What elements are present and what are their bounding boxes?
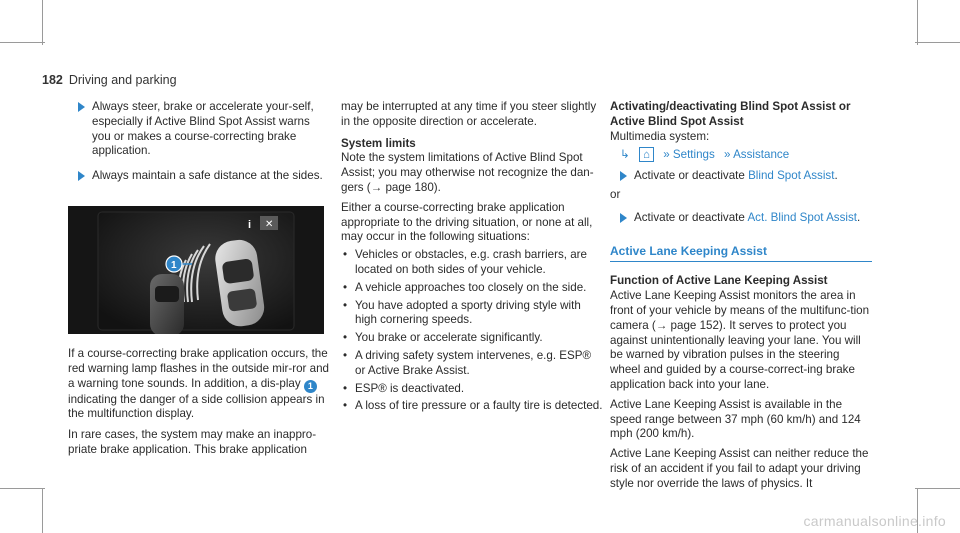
crop-mark (915, 488, 960, 489)
system-limits-text: Note the system limitations of Active Blind Spot Assist; you may otherwise not recognize the dan-gers (→ page 180). (341, 151, 594, 194)
list-item: • You have adopted a sporty driving style with high cornering speeds. (341, 299, 604, 329)
blind-spot-assist-option[interactable]: Blind Spot Assist (748, 169, 835, 183)
close-icon: ✕ (265, 219, 274, 230)
paragraph-brake-application: If a course-correcting brake application occurs, the red warning lamp flashes in the outside mir-ror and a warning tone sounds. In addition, a dis-play 1 indicating the danger of a side collision appears in the multifunction display. (68, 347, 329, 421)
crop-mark (0, 488, 45, 489)
column-1-lower (68, 347, 330, 458)
chevron-right-icon: » (724, 148, 731, 162)
list-item: • ESP® is deactivated. (341, 382, 604, 397)
callout-1-badge: 1 (304, 380, 317, 393)
home-icon[interactable]: ⌂ (639, 147, 654, 162)
menu-path (620, 148, 872, 163)
activate-step-2: Activate or deactivate Act. Blind Spot Assist. (610, 211, 872, 226)
list-item: • A vehicle approaches too closely on the side. (341, 281, 604, 296)
display-illustration (68, 206, 324, 334)
crop-mark (915, 42, 960, 43)
multimedia-label: Multimedia system: (610, 129, 710, 143)
other-vehicle-icon (150, 274, 184, 334)
system-limits-heading: System limits (341, 136, 416, 150)
list-item: • You brake or accelerate significantly. (341, 331, 604, 346)
settings-menu-link[interactable]: Settings (672, 148, 715, 162)
function-heading: Function of Active Lane Keeping Assist (610, 274, 828, 288)
function-text: Active Lane Keeping Assist monitors the area in front of your vehicle by means of the multifunc-tion camera (→ page 152). It serves to protect you against unintentionally leaving your lane. You will be warned by vibration pulses in the steering wheel and guided by a course-correct-ing brake application back into your lane. (610, 289, 870, 391)
info-icon[interactable]: i (248, 219, 252, 231)
arrow-right-icon (78, 102, 85, 112)
page-number: 182 (42, 73, 63, 87)
warning-bullet: Always maintain a safe distance at the sides. (68, 169, 330, 184)
watermark: carmanualsonline.info (803, 513, 946, 529)
section-title: Active Lane Keeping Assist (610, 244, 872, 263)
paragraph-intro: may be interrupted at any time if you steer slightly in the opposite direction or accelerate. (341, 100, 597, 128)
activate-step-1: Activate or deactivate Blind Spot Assist. (610, 169, 872, 184)
crop-mark (42, 0, 43, 45)
either-text: Either a course-correcting brake application appropriate to the driving situation, or none at all, may occur in the following situations: (341, 200, 593, 244)
warning-bullet: Always steer, brake or accelerate your-self, especially if Active Blind Spot Assist warns you or makes a course-correcting brake application. (68, 100, 330, 159)
arrow-right-icon (620, 171, 627, 181)
list-item: • A loss of tire pressure or a faulty tire is detected. (341, 399, 604, 414)
limitation-text: Active Lane Keeping Assist can neither reduce the risk of an accident if you fail to adapt your driving style nor override the laws of physics. It (610, 447, 869, 490)
blind-spot-display-image (68, 206, 324, 334)
active-blind-spot-assist-option[interactable]: Act. Blind Spot Assist (747, 210, 857, 224)
page-header (42, 73, 177, 87)
crop-mark (917, 0, 918, 45)
column-1 (68, 100, 330, 194)
arrow-right-icon (78, 171, 85, 181)
svg-text:1: 1 (171, 260, 177, 271)
availability-text: Active Lane Keeping Assist is available in the speed range between 37 mph (60 km/h) and 124 mph (200 km/h). (610, 397, 861, 441)
column-3 (610, 100, 872, 492)
crop-mark (0, 42, 45, 43)
arrow-right-icon (620, 213, 627, 223)
column-2 (341, 100, 604, 414)
return-arrow-icon: ↳ (620, 148, 630, 162)
chevron-right-icon: » (663, 148, 670, 162)
paragraph-inappropriate: In rare cases, the system may make an inappro-priate brake application. This brake application (68, 428, 317, 456)
or-label: or (610, 187, 621, 201)
list-item: • A driving safety system intervenes, e.g. ESP® or Active Brake Assist. (341, 349, 604, 379)
activate-heading: Activating/deactivating Blind Spot Assist or Active Blind Spot Assist (610, 100, 851, 128)
crop-mark (42, 488, 43, 533)
assistance-menu-link[interactable]: Assistance (733, 148, 790, 162)
section-name: Driving and parking (68, 73, 177, 87)
list-item: • Vehicles or obstacles, e.g. crash barriers, are located on both sides of your vehicle. (341, 248, 604, 278)
